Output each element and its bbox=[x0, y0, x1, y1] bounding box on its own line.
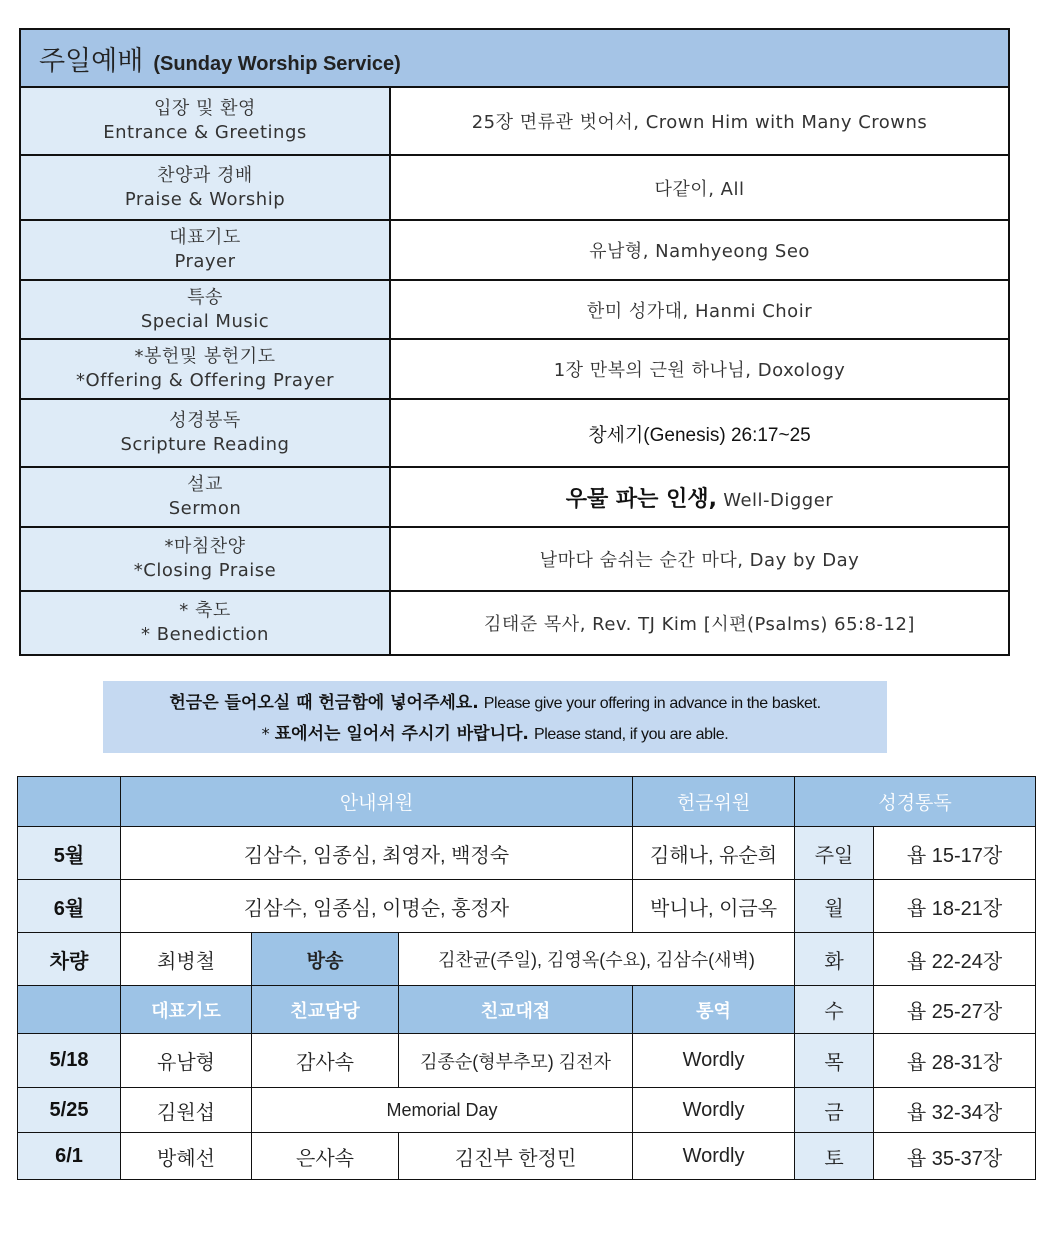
week-date: 6/1 bbox=[18, 1133, 121, 1180]
prayer-cell: 유남형 bbox=[121, 1034, 252, 1088]
roster-corner bbox=[18, 777, 121, 827]
reading-text: 욥 28-31장 bbox=[874, 1034, 1036, 1088]
ushers-cell: 김삼수, 임종심, 이명순, 홍정자 bbox=[121, 880, 633, 933]
hospitality-header: 친교대접 bbox=[399, 986, 633, 1034]
service-label: * 축도 * Benediction bbox=[20, 591, 390, 655]
service-row bbox=[20, 467, 1009, 527]
month-label: 5월 bbox=[18, 827, 121, 880]
interpret-cell: Wordly bbox=[633, 1034, 795, 1088]
reading-day: 목 bbox=[795, 1034, 874, 1088]
service-title: 주일예배 (Sunday Worship Service) bbox=[20, 29, 1009, 87]
interpret-header: 통역 bbox=[633, 986, 795, 1034]
service-row bbox=[20, 155, 1009, 220]
bible-reading-header: 성경통독 bbox=[795, 777, 1036, 827]
vehicle-name: 최병철 bbox=[121, 933, 252, 986]
service-row bbox=[20, 591, 1009, 655]
fellowship-header: 친교담당 bbox=[252, 986, 399, 1034]
service-row bbox=[20, 220, 1009, 280]
hospitality-cell: 김종순(형부추모) 김전자 bbox=[399, 1034, 633, 1088]
prayer-cell: 김원섭 bbox=[121, 1088, 252, 1133]
service-value: 1장 만복의 근원 하나님, Doxology bbox=[390, 339, 1009, 399]
broadcast-cell: 김찬균(주일), 김영옥(수요), 김삼수(새벽) bbox=[399, 933, 795, 986]
volunteer-roster-table bbox=[17, 776, 1036, 1180]
ushers-cell: 김삼수, 임종심, 최영자, 백정숙 bbox=[121, 827, 633, 880]
ushers-header: 안내위원 bbox=[121, 777, 633, 827]
service-value: 우물 파는 인생, Well-Digger bbox=[390, 467, 1009, 527]
reading-day: 화 bbox=[795, 933, 874, 986]
hospitality-cell: 김진부 한정민 bbox=[399, 1133, 633, 1180]
service-label: 입장 및 환영 Entrance & Greetings bbox=[20, 87, 390, 155]
offering-cell: 김해나, 유순희 bbox=[633, 827, 795, 880]
reading-text: 욥 15-17장 bbox=[874, 827, 1036, 880]
service-value: 창세기(Genesis) 26:17~25 bbox=[390, 399, 1009, 467]
notice-line-2: * 표에서는 일어서 주시기 바랍니다. Please stand, if you are able. bbox=[261, 724, 729, 744]
memorial-day-cell: Memorial Day bbox=[252, 1088, 633, 1133]
service-label: 특송 Special Music bbox=[20, 280, 390, 339]
prayer-header: 대표기도 bbox=[121, 986, 252, 1034]
service-label: 성경봉독 Scripture Reading bbox=[20, 399, 390, 467]
reading-text: 욥 32-34장 bbox=[874, 1088, 1036, 1133]
worship-order-table bbox=[19, 28, 1010, 656]
vehicle-label: 차량 bbox=[18, 933, 121, 986]
fellowship-cell: 감사속 bbox=[252, 1034, 399, 1088]
service-label: 설교 Sermon bbox=[20, 467, 390, 527]
reading-day: 주일 bbox=[795, 827, 874, 880]
reading-day: 월 bbox=[795, 880, 874, 933]
service-value: 날마다 숨쉬는 순간 마다, Day by Day bbox=[390, 527, 1009, 591]
service-value: 25장 면류관 벗어서, Crown Him with Many Crowns bbox=[390, 87, 1009, 155]
week-date: 5/25 bbox=[18, 1088, 121, 1133]
reading-text: 욥 18-21장 bbox=[874, 880, 1036, 933]
broadcast-label: 방송 bbox=[252, 933, 399, 986]
service-row bbox=[20, 87, 1009, 155]
service-label: 대표기도 Prayer bbox=[20, 220, 390, 280]
reading-day: 수 bbox=[795, 986, 874, 1034]
offering-header: 헌금위원 bbox=[633, 777, 795, 827]
reading-text: 욥 25-27장 bbox=[874, 986, 1036, 1034]
service-value: 김태준 목사, Rev. TJ Kim [시편(Psalms) 65:8-12] bbox=[390, 591, 1009, 655]
service-row bbox=[20, 280, 1009, 339]
service-row bbox=[20, 339, 1009, 399]
offering-cell: 박니나, 이금옥 bbox=[633, 880, 795, 933]
week-date: 5/18 bbox=[18, 1034, 121, 1088]
service-value: 유남형, Namhyeong Seo bbox=[390, 220, 1009, 280]
service-row bbox=[20, 399, 1009, 467]
offering-notice bbox=[103, 681, 887, 753]
fellowship-cell: 은사속 bbox=[252, 1133, 399, 1180]
service-label: *봉헌및 봉헌기도 *Offering & Offering Prayer bbox=[20, 339, 390, 399]
interpret-cell: Wordly bbox=[633, 1088, 795, 1133]
service-label: 찬양과 경배 Praise & Worship bbox=[20, 155, 390, 220]
subheader-corner bbox=[18, 986, 121, 1034]
service-row bbox=[20, 527, 1009, 591]
month-label: 6월 bbox=[18, 880, 121, 933]
notice-line-1: 헌금은 들어오실 때 헌금함에 넣어주세요. Please give your offering in advance in the basket. bbox=[169, 693, 821, 713]
service-label: *마침찬양 *Closing Praise bbox=[20, 527, 390, 591]
prayer-cell: 방혜선 bbox=[121, 1133, 252, 1180]
interpret-cell: Wordly bbox=[633, 1133, 795, 1180]
reading-text: 욥 35-37장 bbox=[874, 1133, 1036, 1180]
reading-text: 욥 22-24장 bbox=[874, 933, 1036, 986]
service-value: 다같이, All bbox=[390, 155, 1009, 220]
service-value: 한미 성가대, Hanmi Choir bbox=[390, 280, 1009, 339]
reading-day: 금 bbox=[795, 1088, 874, 1133]
reading-day: 토 bbox=[795, 1133, 874, 1180]
